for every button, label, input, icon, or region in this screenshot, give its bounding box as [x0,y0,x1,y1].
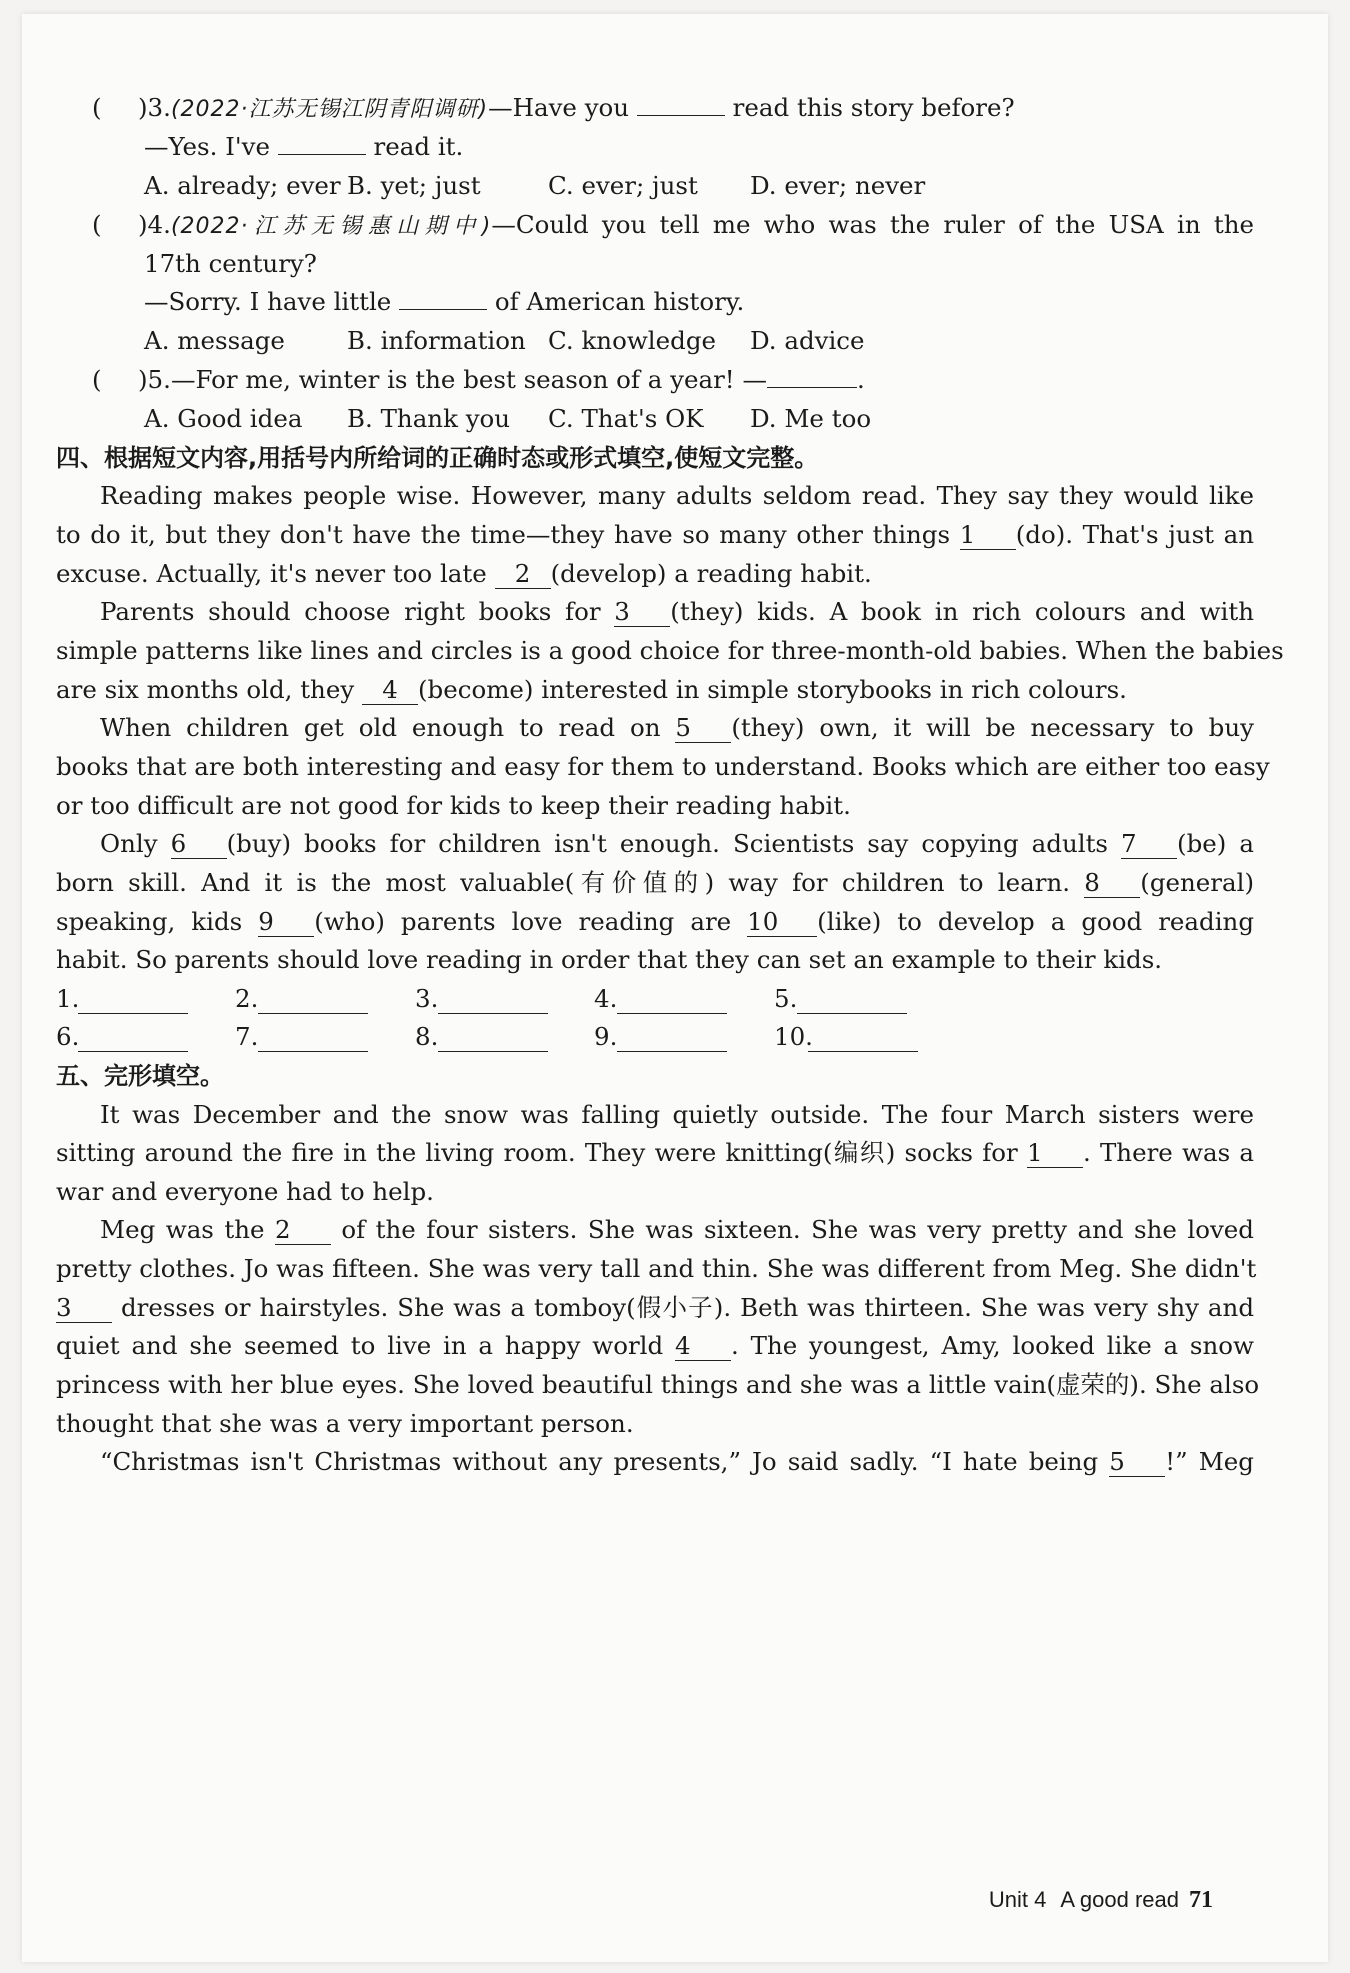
option-d: D. Me too [750,404,872,433]
option-b: B. yet; just [347,171,481,200]
blank-9: 9 [258,908,314,937]
question-number: )4. [138,210,171,239]
option-c: C. ever; just [548,171,698,200]
blank [278,154,366,155]
blank-5: 5 [675,714,731,743]
option-d: D. advice [750,326,865,355]
blank-4: 4 [362,676,418,705]
unit-label: Unit 4 [988,1887,1047,1912]
answer-blank-8[interactable] [438,1051,548,1052]
blank-1: 1 [960,521,1016,550]
option-a: A. Good idea [144,404,303,433]
question-source: (2022·江苏无锡惠山期中) [170,214,492,239]
blank [767,387,857,388]
answer-blank-1[interactable] [78,1013,188,1014]
option-a: A. message [144,326,285,355]
page-footer [989,1887,1213,1914]
answer-blank-6[interactable] [78,1051,188,1052]
option-d: D. ever; never [750,171,926,200]
blank-8: 8 [1084,869,1140,898]
answer-blank-4[interactable] [617,1013,727,1014]
cloze-blank-3: 3 [56,1294,112,1323]
unit-title: A good read [1060,1887,1179,1912]
question-source: (2022·江苏无锡江阴青阳调研) [170,97,489,122]
answer-blank-7[interactable] [258,1051,368,1052]
answer-blank-9[interactable] [617,1051,727,1052]
blank-3: 3 [614,598,670,627]
question-number: )5. [138,365,171,394]
option-b: B. information [347,326,526,355]
section-4-title: 四、根据短文内容,用括号内所给词的正确时态或形式填空,使短文完整。 [56,444,819,472]
cloze-blank-5: 5 [1109,1448,1165,1477]
answer-blank-5[interactable] [797,1013,907,1014]
blank-2: 2 [495,560,551,589]
option-b: B. Thank you [347,404,511,433]
page-number: 71 [1189,1887,1213,1913]
blank [399,309,487,310]
workbook-page: ( )3.(2022·江苏无锡江阴青阳调研)—Have you read this story before? —Yes. I've read it. A. already; ever B. yet; just C. ever; just D. ever; never ( )4.(2022·江苏无锡惠山期中)—Could you tell me who was the ruler of the USA in the 17th century? —Sorry. I have little of American history. A. message B. information C. knowledge D. advice ( )5.—For me, winter is the best season of a year! — . A. Good idea B. Thank you C. That's OK D. Me too 四、根据短文内容,用括号内所给词的正确时态或形式填空,使短文完整。 Reading makes people wise. However, many adults seldom read. They say they would like to do it, but they don't have the time—they have so many other things 1 (do). That's just an excuse. Actually, it's never too late 2 (develop) a reading habit. Parents should choose right books for 3 (they) kids. A book in rich colours and with simple patterns like lines and circles is a good choice for three-month-old babies. When the babies are six months old, they 4 (become) interested in simple storybooks in rich colours. When children get old enough to read on 5 (they) own, it will be necessary to buy books that are both interesting and easy for them to understand. Books which are either too easy or too difficult are not good for kids to keep their reading habit. Only 6 (buy) books for children isn't enough. Scientists say copying adults 7 (be) a born skill. And it is the most valuable(有价值的) way for children to learn. 8 (general) speaking, kids 9 (who) parents love reading are 10 (like) to develop a good reading habit. So parents should love reading in order that they can set an example to their kids. 1. 2. 3. 4. 5. 6. 7. 8. 9. 10. 五、完形填空。 It was December and the snow was falling quietly outside. The four March sisters were sitting around the fire in the living room. They were knitting(编织) socks for 1 . There was a war and everyone had to help. Meg was the 2 of the four sisters. She was sixteen. She was very pretty and she loved pretty clothes. Jo was fifteen. She was very tall and thin. She was different from Meg. She didn't 3 dresses or hairstyles. She was a tomboy(假小子). Beth was thirteen. She was very shy and quiet and she seemed to live in a happy world 4 . The youngest, Amy, looked like a snow princess with her blue eyes. She loved beautiful things and she was a little vain(虚荣的). She also thought that she was a very important person. “Christmas isn't Christmas without any presents,” Jo said sadly. “I hate being 5 !” Meg Unit 4 A good read 71 [22,14,1328,1962]
cloze-blank-4: 4 [675,1332,731,1361]
blank-7: 7 [1121,830,1177,859]
blank-6: 6 [171,830,227,859]
section-5-title: 五、完形填空。 [56,1062,224,1090]
option-c: C. That's OK [548,404,704,433]
answer-blank-10[interactable] [808,1051,918,1052]
answer-blank-2[interactable] [258,1013,368,1014]
answer-paren: ( [92,365,102,394]
blank [637,115,725,116]
option-c: C. knowledge [548,326,716,355]
blank-10: 10 [747,908,817,937]
cloze-blank-1: 1 [1027,1139,1083,1168]
question-number: )3. [138,93,171,122]
option-a: A. already; ever [144,171,341,200]
answer-paren: ( [92,210,102,239]
cloze-blank-2: 2 [275,1216,331,1245]
answer-paren: ( [92,93,102,122]
answer-blank-3[interactable] [438,1013,548,1014]
